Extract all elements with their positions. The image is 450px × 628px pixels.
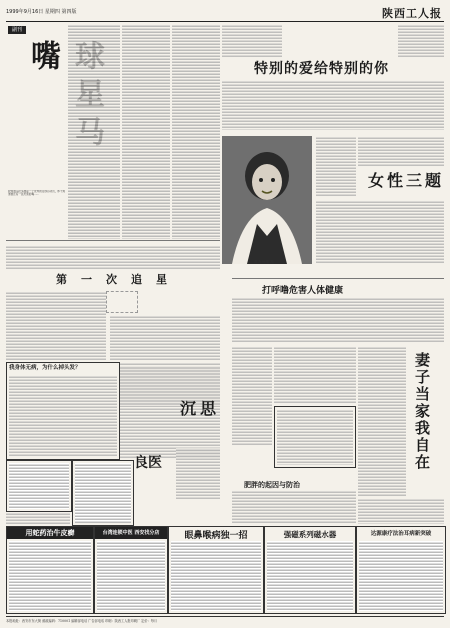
chase-star-text-body2	[110, 315, 220, 361]
photo-caption: 图为 杨蕾 摄	[254, 260, 274, 264]
special-love-side-text	[222, 24, 282, 58]
ad-block-3	[6, 512, 70, 524]
page-footer	[6, 616, 444, 625]
ad-magnetic	[264, 526, 356, 614]
chase-star-text-body	[6, 291, 106, 361]
poem-col-b	[358, 136, 444, 166]
obesity-headline: 肥胖的起因与防治	[244, 480, 300, 489]
ad-snake-text	[9, 541, 91, 611]
page-header	[6, 5, 444, 22]
chase-star-figure	[106, 291, 138, 313]
women-three-body	[316, 200, 444, 264]
chase-star-section	[6, 240, 220, 363]
obesity-section	[274, 346, 356, 500]
portrait-image	[222, 136, 312, 264]
ad-ent-text	[171, 541, 261, 611]
footer-text: 本报地址：西安市东大街 邮政编码：710001 编辑部电话 广告部电话 印刷：陕西工人报印刷厂 定价：每月	[6, 619, 158, 623]
snoring-body	[232, 297, 444, 343]
bottom-ad-row	[6, 526, 444, 614]
date-line: 1999年9月16日 星期四 第四版	[6, 9, 77, 15]
ad-snake-medicine	[6, 526, 94, 614]
col1-text-c	[122, 24, 170, 239]
ad-taiwan-title: 台湾连锁中医 西安找分店	[95, 527, 167, 539]
ad-block-1	[6, 460, 72, 512]
hair-loss-section	[6, 362, 120, 460]
ad-snake-title: 用蛇药治牛皮癣	[7, 527, 93, 539]
col1-text-b	[68, 24, 120, 239]
women-three-headline: 女性三题	[368, 171, 445, 190]
poem-col-a	[316, 136, 356, 196]
portrait-photo	[222, 136, 312, 264]
good-doctor-title: 良医	[134, 455, 162, 471]
chase-star-title: 第一次追星	[56, 273, 181, 286]
hair-loss-headline: 我身体无病，为什么掉头发？	[9, 365, 81, 371]
contemplation-body	[232, 346, 272, 446]
ad-taiwan-clinic	[94, 526, 168, 614]
col1-text-d	[172, 24, 220, 239]
col1-lede: 我知道马拉多纳是一个优秀的足球运动员，却不知道他还有一张厉害的嘴……	[8, 190, 66, 197]
ad-magnetic-title: 强磁系列磁水器	[283, 530, 337, 539]
ad-ent-title: 眼鼻喉病独一招	[184, 531, 248, 541]
obesity-text-top	[274, 346, 356, 404]
good-doctor-body	[176, 448, 220, 500]
contemplation-title: 沉思	[180, 399, 221, 418]
chase-star-text-top	[6, 245, 220, 269]
hair-loss-body	[9, 375, 117, 457]
masthead: 陕西工人报	[382, 7, 442, 20]
obesity-body	[232, 490, 356, 524]
special-love-section	[222, 24, 444, 264]
section-label: 副刊	[8, 26, 26, 34]
snoring-headline: 打呼噜危害人体健康	[262, 286, 344, 296]
ad-magnetic-text	[267, 541, 353, 611]
ad-ear-text	[359, 541, 443, 611]
special-love-right-text	[398, 24, 444, 58]
obesity-box	[274, 406, 356, 468]
col1-section	[6, 24, 68, 239]
ad-block-2	[72, 460, 134, 526]
ad-block-2-text	[75, 463, 131, 523]
wife-text-a	[358, 346, 406, 496]
snoring-section	[232, 278, 444, 343]
wife-text-b	[358, 498, 444, 524]
col1-headline: 嘴	[25, 40, 60, 78]
special-love-body	[222, 80, 444, 130]
ad-block-1-text	[9, 463, 69, 509]
ad-ear-title: 达源康疗法治耳病新突破	[370, 531, 432, 537]
obesity-box-text	[277, 409, 353, 465]
special-love-headline: 特别的爱给特别的你	[254, 61, 389, 77]
ad-taiwan-text	[97, 541, 165, 611]
ad-ear	[356, 526, 446, 614]
ad-ent	[168, 526, 264, 614]
wife-vertical-title: 妻子当家我自在	[413, 352, 431, 471]
